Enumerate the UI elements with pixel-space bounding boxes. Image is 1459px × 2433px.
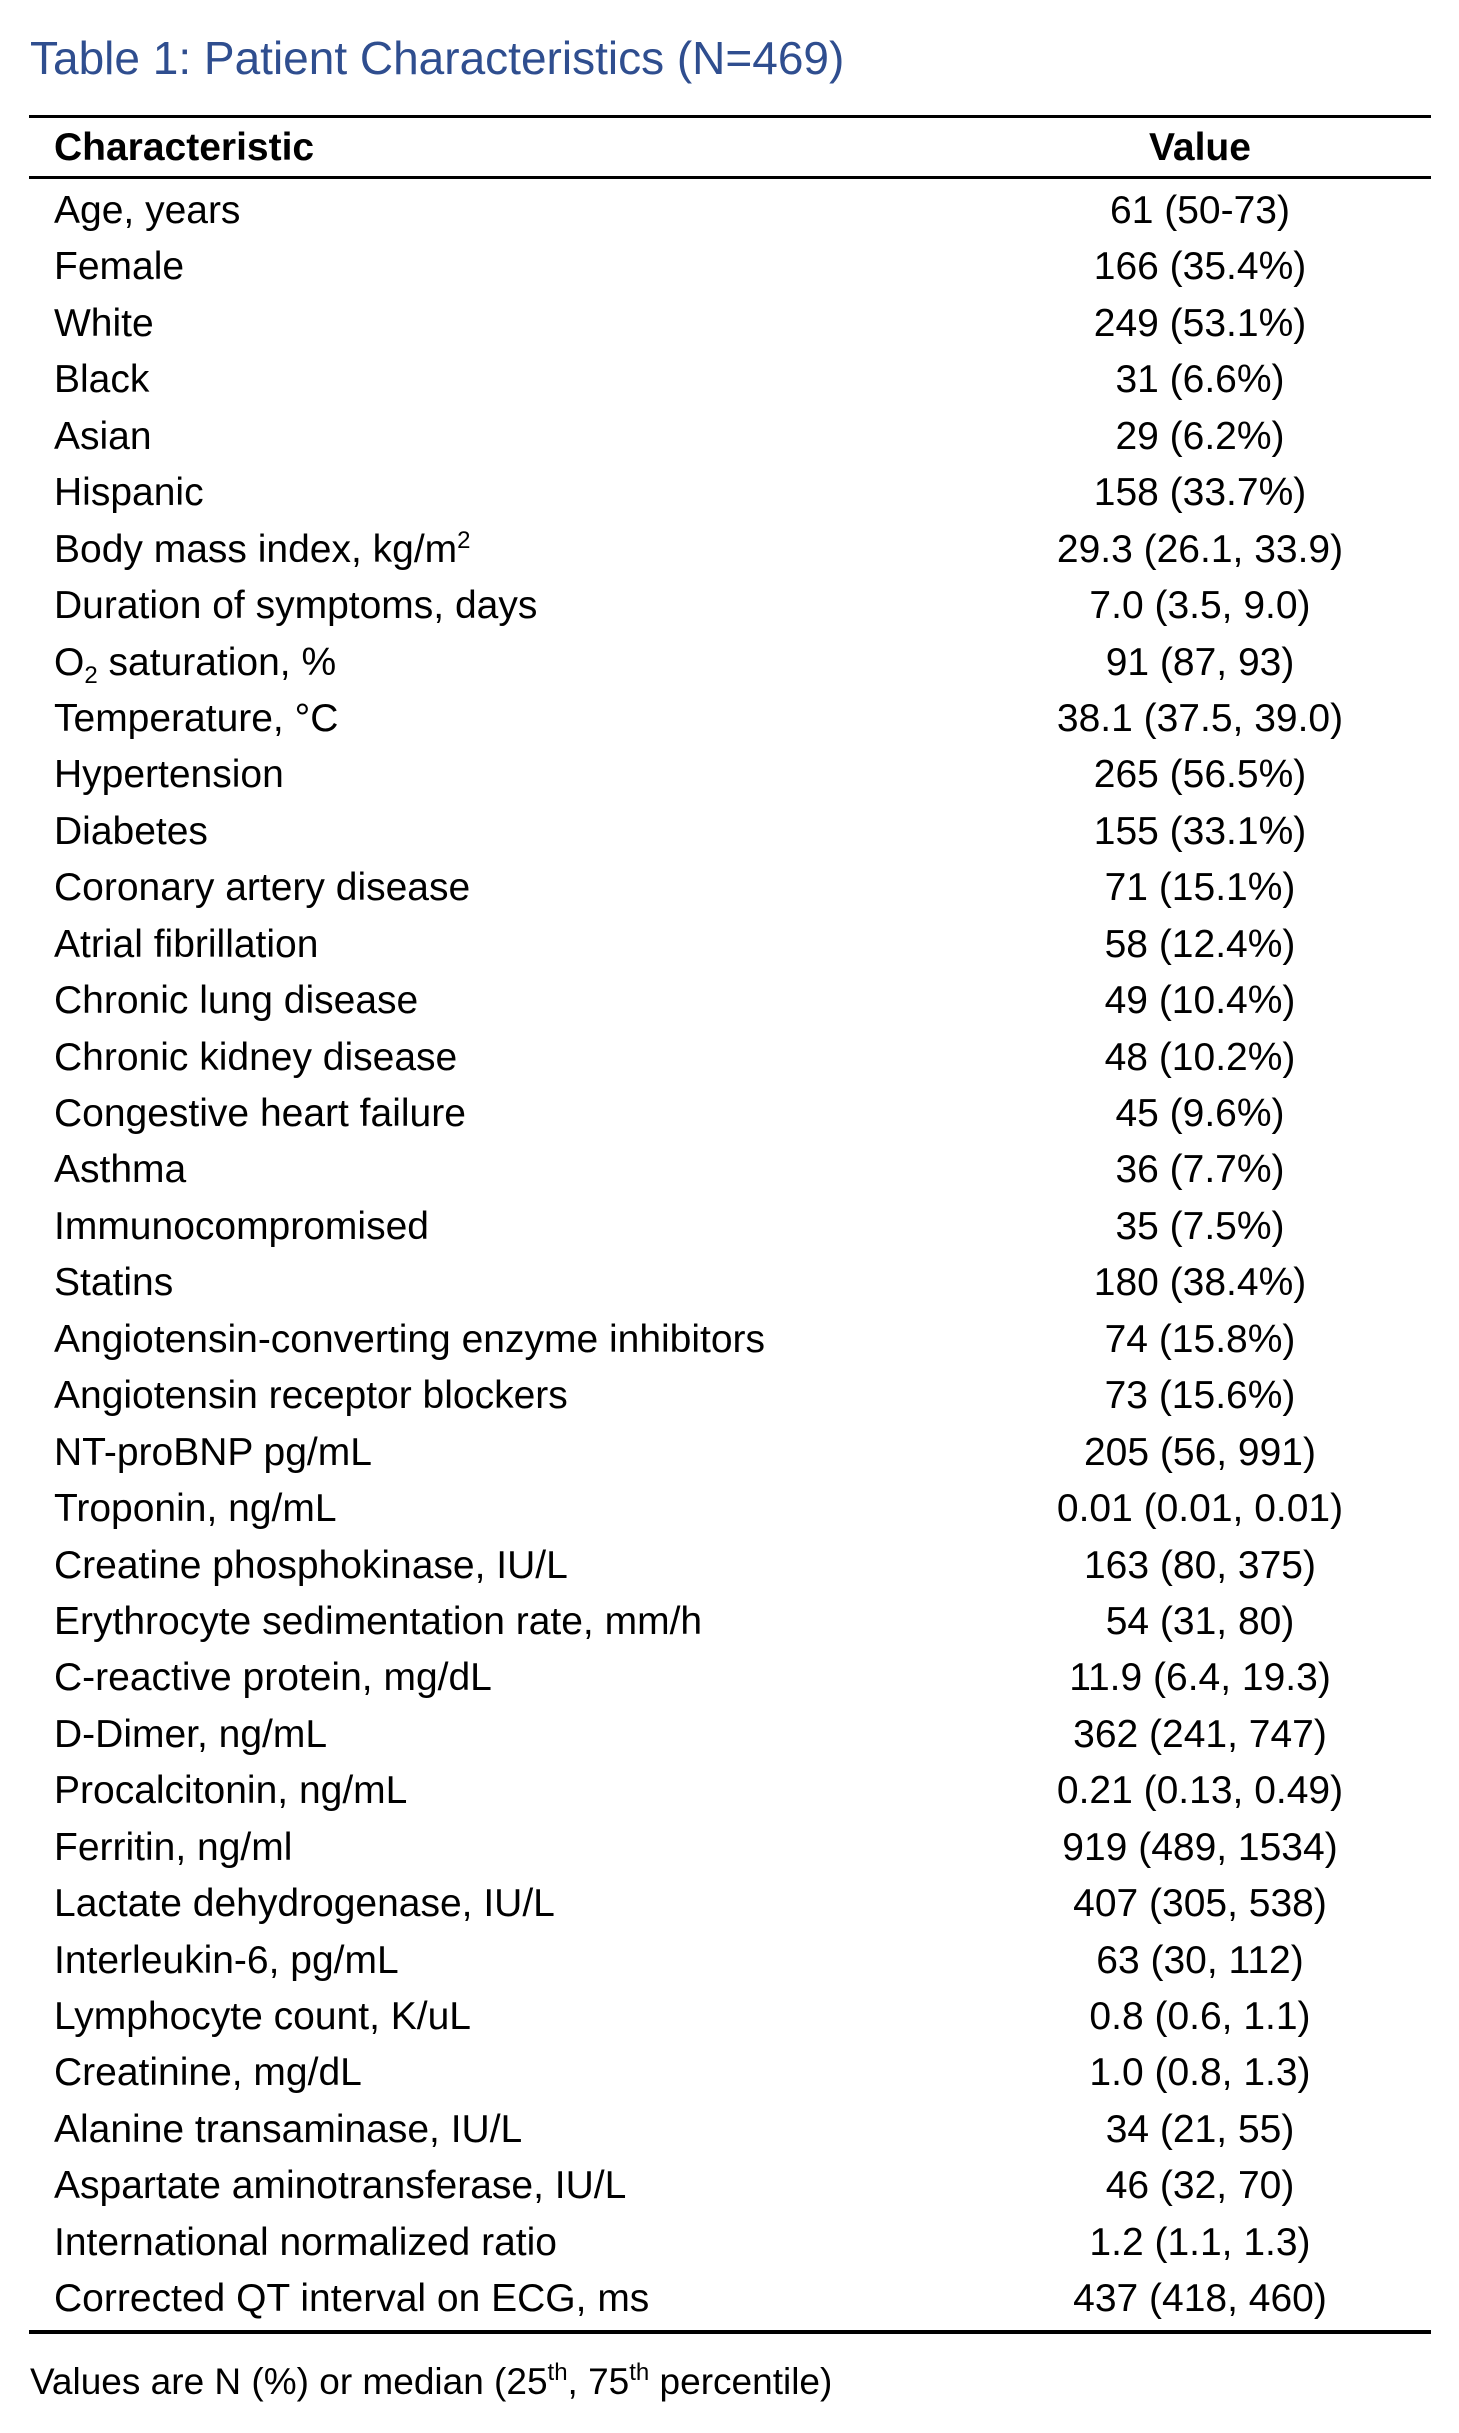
row-value: 158 (33.7%) [1093,471,1307,515]
row-characteristic [54,522,471,578]
characteristic-label: Creatine phosphokinase, IU/L [54,1543,568,1587]
table-row [0,1876,1459,1932]
row-characteristic [54,917,318,973]
row-value: 34 (21, 55) [1105,2107,1295,2151]
table-row [0,1763,1459,1819]
table-row [0,296,1459,352]
table-row [0,804,1459,860]
characteristic-label: Body mass index, kg/m [54,527,458,571]
row-value: 180 (38.4%) [1093,1261,1307,1305]
row-value: 155 (33.1%) [1093,809,1307,853]
table-row [0,1820,1459,1876]
characteristic-label: International normalized ratio [54,2220,557,2264]
row-characteristic [54,1989,471,2045]
row-value: 49 (10.4%) [1104,979,1296,1023]
table-footnote [30,2357,832,2407]
table-row [0,1086,1459,1142]
row-characteristic [54,1481,337,1537]
row-value: 63 (30, 112) [1096,1938,1304,1982]
table-row [0,2102,1459,2158]
row-value: 29.3 (26.1, 33.9) [1056,527,1344,571]
characteristic-label: Statins [54,1261,174,1305]
row-value: 919 (489, 1534) [1062,1825,1338,1869]
characteristic-label: Troponin, ng/mL [54,1487,337,1531]
row-characteristic [54,465,204,521]
table-row [0,522,1459,578]
table-row [0,2271,1459,2327]
characteristic-label: Ferritin, ng/ml [54,1825,293,1869]
row-value: 1.2 (1.1, 1.3) [1089,2220,1311,2264]
characteristic-label: Age, years [54,189,241,232]
characteristic-label: Hispanic [54,471,204,515]
characteristic-label: Chronic lung disease [54,979,419,1023]
row-characteristic [54,1707,327,1763]
row-value: 38.1 (37.5, 39.0) [1056,696,1344,740]
row-characteristic [54,1650,492,1706]
characteristic-label: Interleukin-6, pg/mL [54,1938,399,1982]
characteristic-label: Lymphocyte count, K/uL [54,1995,471,2038]
characteristic-label: Procalcitonin, ng/mL [54,1769,408,1813]
bottom-rule [29,2330,1431,2334]
characteristic-label: Duration of symptoms, days [54,584,538,628]
table-row [0,917,1459,973]
table-row [0,973,1459,1029]
row-value: 58 (12.4%) [1104,922,1296,966]
characteristic-label: Creatinine, mg/dL [54,2051,362,2095]
row-value: 0.21 (0.13, 0.49) [1056,1769,1344,1813]
row-characteristic [54,1086,466,1142]
row-characteristic [54,1820,292,1876]
table-row [0,1538,1459,1594]
row-characteristic [54,1142,186,1198]
characteristic-label: Female [54,245,185,289]
row-characteristic [54,2045,362,2101]
characteristic-label: White [54,301,154,345]
row-value: 45 (9.6%) [1115,1092,1285,1135]
footnote-text: percentile) [649,2361,833,2402]
row-value: 74 (15.8%) [1104,1317,1296,1361]
row-value: 163 (80, 375) [1083,1543,1316,1587]
table-row [0,409,1459,465]
table-row [0,747,1459,803]
characteristic-label: Aspartate aminotransferase, IU/L [54,2164,627,2208]
table-row [0,1030,1459,1086]
characteristic-label: Alanine transaminase, IU/L [54,2107,523,2151]
table-row [0,1312,1459,1368]
characteristic-label: Erythrocyte sedimentation rate, mm/h [54,1599,703,1643]
footnote-text: Values are N (%) or median (25 [30,2361,548,2402]
row-value: 166 (35.4%) [1093,245,1307,289]
footnote-superscript: th [629,2359,650,2386]
row-value: 362 (241, 747) [1073,1712,1327,1756]
row-characteristic [54,1030,457,1086]
label-subscript: 2 [84,661,98,689]
characteristic-label: Angiotensin-converting enzyme inhibitors [54,1317,766,1361]
row-characteristic [54,1763,407,1819]
header-characteristic: Characteristic [54,126,315,169]
top-rule [29,115,1431,118]
table-row [0,239,1459,295]
row-value: 36 (7.7%) [1115,1148,1285,1192]
table-row [0,860,1459,916]
row-value: 1.0 (0.8, 1.3) [1089,2051,1311,2095]
table-row [0,691,1459,747]
characteristic-label: Lactate dehydrogenase, IU/L [54,1882,555,1926]
row-value: 29 (6.2%) [1115,414,1285,458]
table-row [0,352,1459,408]
characteristic-label: Black [54,358,150,402]
header-value: Value [1149,126,1251,169]
row-value: 54 (31, 80) [1105,1599,1295,1643]
row-characteristic [54,1255,173,1311]
characteristic-label: Temperature, °C [54,696,339,740]
row-value: 71 (15.1%) [1104,866,1296,910]
table-row [0,1650,1459,1706]
row-characteristic [54,2158,626,2214]
characteristic-label: Asthma [54,1148,187,1192]
footnote-superscript: th [547,2359,568,2386]
row-value: 0.8 (0.6, 1.1) [1089,1995,1311,2038]
row-value: 407 (305, 538) [1073,1882,1327,1926]
row-value: 73 (15.6%) [1104,1374,1296,1418]
row-value: 46 (32, 70) [1105,2164,1295,2208]
row-characteristic [54,1368,568,1424]
row-value: 48 (10.2%) [1104,1035,1296,1079]
characteristic-label: O [54,640,85,684]
row-characteristic [54,691,338,747]
row-characteristic [54,973,418,1029]
row-value: 11.9 (6.4, 19.3) [1069,1656,1331,1700]
table-row [0,1142,1459,1198]
row-value: 61 (50-73) [1110,189,1290,232]
table-row [0,465,1459,521]
table-row [0,2158,1459,2214]
row-value: 205 (56, 991) [1083,1430,1316,1474]
table-row [0,635,1459,691]
row-characteristic [54,635,336,691]
characteristic-label: Chronic kidney disease [54,1035,458,1079]
row-value: 91 (87, 93) [1105,640,1295,684]
table-row [0,1481,1459,1537]
table-row [0,578,1459,634]
row-characteristic [54,2102,522,2158]
table-row [0,1425,1459,1481]
characteristic-label: Asian [54,414,152,458]
characteristic-label-suffix: saturation, % [97,640,337,684]
row-value: 437 (418, 460) [1073,2277,1327,2321]
row-value: 7.0 (3.5, 9.0) [1089,584,1311,628]
characteristic-label: Hypertension [54,753,284,797]
table-row [0,183,1459,239]
row-value: 35 (7.5%) [1115,1204,1285,1248]
table-row [0,1368,1459,1424]
table-row [0,1594,1459,1650]
row-characteristic [54,409,152,465]
table-row [0,2045,1459,2101]
row-characteristic [54,1933,399,1989]
table-title: Table 1: Patient Characteristics (N=469) [30,32,845,84]
row-characteristic [54,1876,555,1932]
row-characteristic [54,1312,765,1368]
row-characteristic [54,1538,568,1594]
characteristic-label: Atrial fibrillation [54,922,319,966]
row-characteristic [54,1199,429,1255]
table-row [0,1933,1459,1989]
characteristic-label: C-reactive protein, mg/dL [54,1656,492,1700]
row-value: 31 (6.6%) [1115,358,1285,402]
header-rule [29,176,1431,179]
table-row [0,1989,1459,2045]
row-characteristic [54,2215,557,2271]
characteristic-label: Immunocompromised [54,1204,429,1248]
table-row [0,1707,1459,1763]
row-characteristic [54,239,184,295]
table-body [0,183,1459,2328]
row-characteristic [54,1425,372,1481]
row-characteristic [54,747,284,803]
row-value: 249 (53.1%) [1093,301,1307,345]
row-value: 265 (56.5%) [1093,753,1307,797]
row-characteristic [54,578,537,634]
row-characteristic [54,183,240,239]
row-value: 0.01 (0.01, 0.01) [1056,1487,1344,1531]
row-characteristic [54,804,208,860]
characteristic-label: Angiotensin receptor blockers [54,1374,568,1418]
characteristic-label: Coronary artery disease [54,866,471,910]
table-header-row [0,120,1459,176]
label-superscript: 2 [457,526,471,554]
characteristic-label: D-Dimer, ng/mL [54,1712,328,1756]
characteristic-label: Congestive heart failure [54,1092,466,1135]
footnote-text: , 75 [567,2361,630,2402]
row-characteristic [54,860,470,916]
row-characteristic [54,1594,702,1650]
table-row [0,1199,1459,1255]
row-characteristic [54,2271,649,2327]
characteristic-label: Corrected QT interval on ECG, ms [54,2277,650,2321]
table-row [0,2215,1459,2271]
characteristic-label: Diabetes [54,809,208,853]
row-characteristic [54,296,154,352]
characteristic-label: NT-proBNP pg/mL [54,1430,372,1474]
table-row [0,1255,1459,1311]
row-characteristic [54,352,149,408]
